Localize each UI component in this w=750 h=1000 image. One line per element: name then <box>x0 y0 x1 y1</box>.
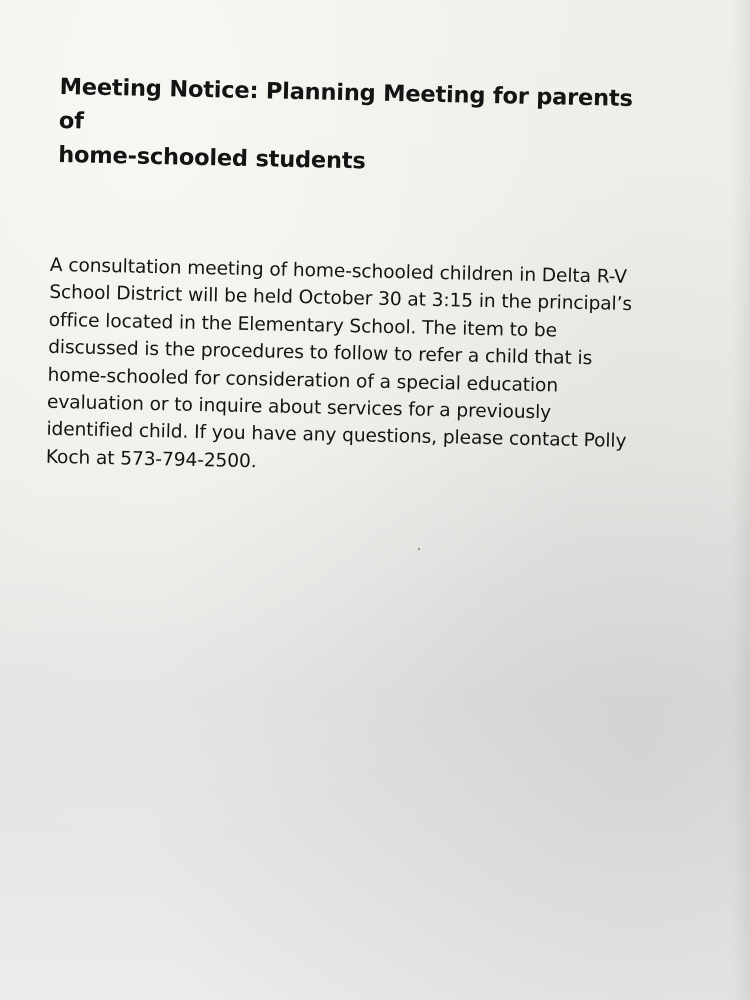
notice-title-line-1: Meeting Notice: Planning Meeting for parents of <box>58 73 633 135</box>
notice-body-line-4: discussed is the procedures to follow to refer a child that is <box>47 337 593 370</box>
notice-body-line-3: office located in the Elementary School. The item to be <box>48 309 558 342</box>
notice-body-line-2: School District will be held October 30 at 3:15 in the principal’s <box>49 282 633 316</box>
notice-content <box>45 70 670 484</box>
paper-speck <box>418 548 420 550</box>
notice-body-line-5: home-schooled for consideration of a special education <box>47 364 559 397</box>
notice-body <box>46 252 650 484</box>
notice-title-line-2: home-schooled students <box>57 141 366 175</box>
notice-body-line-1: A consultation meeting of home-schooled children in Delta R-V <box>49 254 628 288</box>
notice-body-line-7: identified child. If you have any questions, please contact Polly <box>46 419 627 453</box>
notice-body-line-8: Koch at 573-794-2500. <box>45 446 257 473</box>
notice-title <box>58 70 650 184</box>
notice-body-line-6: evaluation or to inquire about services for a previously <box>46 391 552 424</box>
